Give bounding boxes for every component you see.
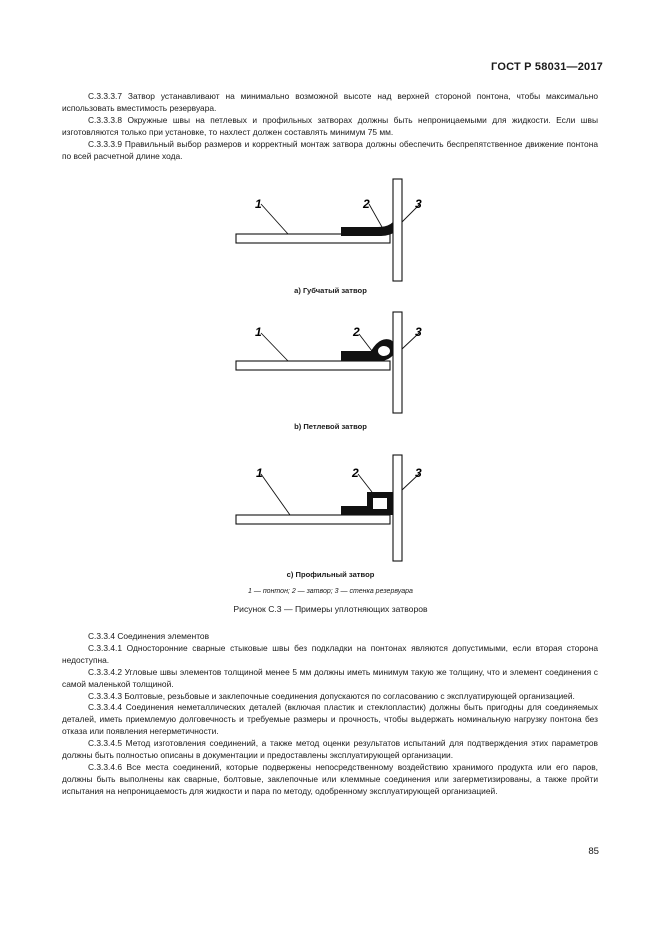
caption-b: b) Петлевой затвор [294, 422, 367, 431]
pontoon-c [236, 515, 390, 524]
seal-clamp-b [341, 351, 371, 361]
paragraph-c33346: С.3.3.4.6 Все места соединений, которые подвержены непосредственному воздействию хранимого продукта или его паров, должны быть выполнены как сварные, болтовые, заклепочные или клеммные соединения или загерметизированы, а также пройти испытания на непроницаемость для жидкости и пара по методу, одобренному эксплуатирующей организацией. [62, 761, 598, 796]
tank-wall-c [393, 455, 402, 561]
figure-a-sponge-seal [236, 179, 422, 281]
pontoon-b [236, 361, 390, 370]
bottom-text-block [62, 631, 598, 798]
page-number: 85 [588, 846, 599, 857]
label-3-b: 3 [415, 325, 422, 339]
paragraph-c33339: С.3.3.3.9 Правильный выбор размеров и корректный монтаж затвора должны обеспечить беспрепятственное движение понтона по всей расчетной длине хода. [62, 138, 598, 161]
paragraph-c33345: С.3.3.4.5 Метод изготовления соединений, а также метод оценки результатов испытаний для подтверждения этих параметров должны быть полностью описаны в документации и предоставлены эксплуатирующей организации. [62, 738, 598, 761]
caption-c: с) Профильный затвор [286, 570, 375, 579]
paragraph-c33341: С.3.3.4.1 Односторонние сварные стыковые швы без подкладки на понтонах являются допустимыми, если вторая сторона недоступна. [62, 642, 598, 665]
figure-title: Рисунок С.3 — Примеры уплотняющих затворов [233, 604, 428, 614]
figure-c-profile-seal [236, 455, 422, 561]
label-3-c: 3 [415, 466, 422, 480]
tank-wall-b [393, 312, 402, 413]
document-standard-header: ГОСТ Р 58031—2017 [491, 61, 603, 73]
label-2-a: 2 [363, 197, 370, 211]
label-3-a: 3 [415, 197, 422, 211]
label-1-c: 1 [256, 466, 263, 480]
seal-profile-c [367, 492, 393, 515]
paragraph-c33337: С.3.3.3.7 Затвор устанавливают на минимально возможной высоте над верхней стороной понтона, чтобы максимально использовать вместимость резервуара. [62, 91, 598, 113]
paragraph-c33343: С.3.3.4.3 Болтовые, резьбовые и заклепочные соединения допускаются по согласованию с эксплуатирующей организацией. [88, 690, 575, 701]
label-2-b: 2 [353, 325, 360, 339]
label-2-c: 2 [352, 466, 359, 480]
caption-a: а) Губчатый затвор [294, 286, 367, 295]
figure-b-loop-seal [236, 312, 422, 413]
paragraph-c33338: С.3.3.3.8 Окружные швы на петлевых и профильных затворах должны быть непроницаемыми для жидкости. Если швы изготовляются только при установке, то нахлест должен составлять минимум 75 мм. [62, 114, 598, 137]
figure-legend: 1 — понтон; 2 — затвор; 3 — стенка резервуара [248, 588, 413, 595]
label-1-b: 1 [255, 325, 262, 339]
paragraph-c33342: С.3.3.4.2 Угловые швы элементов толщиной менее 5 мм должны иметь минимум такую же толщину, что и элемент соединения с самой маленькой толщиной. [62, 666, 598, 689]
tank-wall-a [393, 179, 402, 281]
paragraph-c33344: С.3.3.4.4 Соединения неметаллических деталей (включая пластик и стеклопластик) должны быть пригодны для соединяемых деталей, иметь приемлемую долговечность и требуемые размеры и прочность, чтобы выдержать номинальную нагрузку понтона без отказа или появления негерметичности. [62, 702, 598, 737]
seal-a [341, 218, 397, 236]
label-1-a: 1 [255, 197, 262, 211]
section-heading-c3334: С.3.3.4 Соединения элементов [88, 631, 210, 641]
seal-clamp-c [341, 506, 367, 515]
